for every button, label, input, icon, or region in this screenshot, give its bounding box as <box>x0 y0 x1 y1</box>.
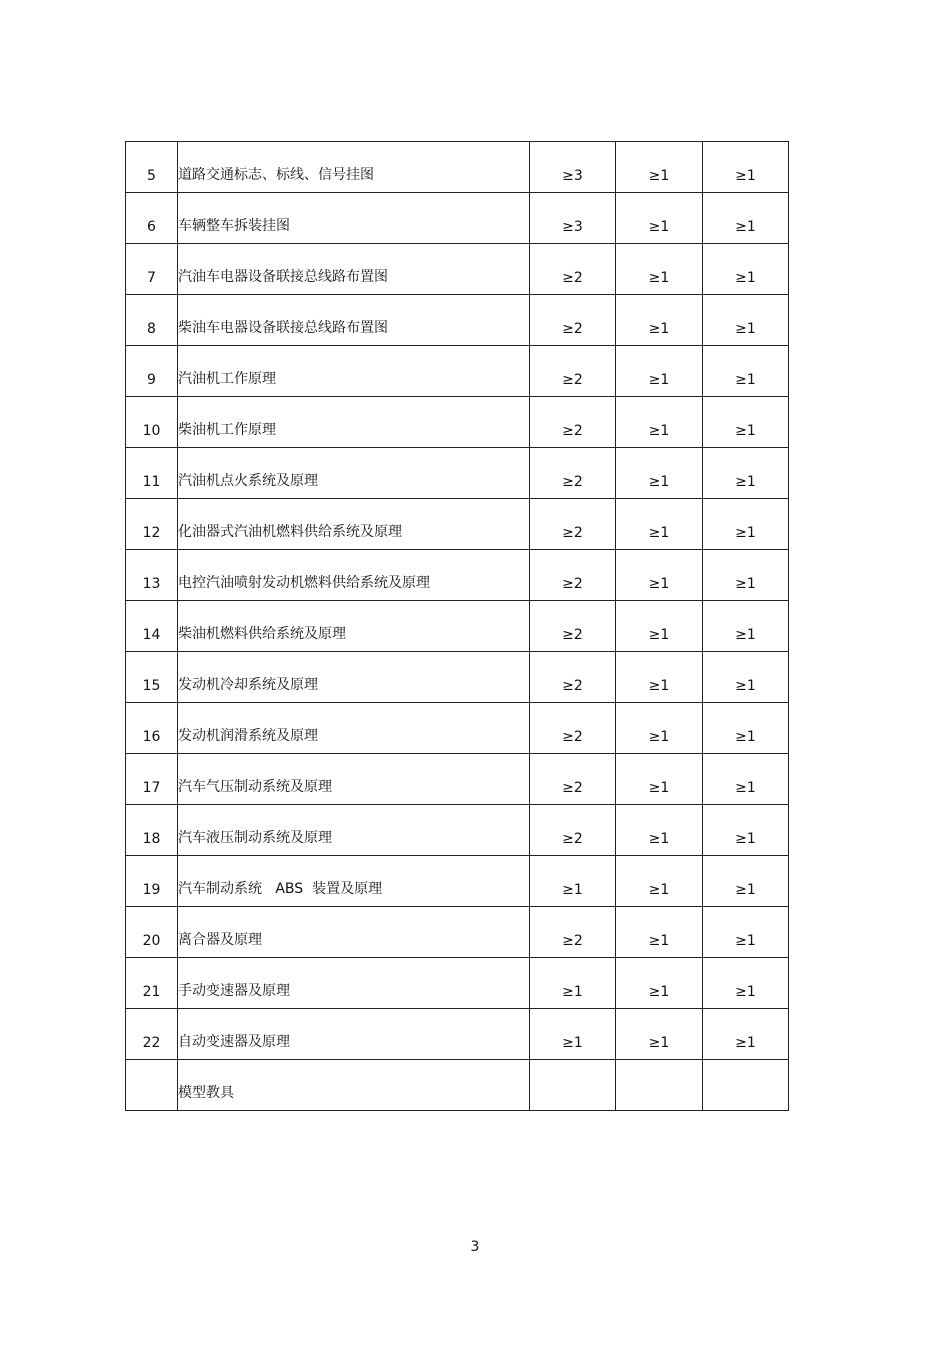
equipment-table <box>125 141 789 1111</box>
quantity-col-3: ≥1 <box>703 244 789 295</box>
item-name: 汽车制动系统 ABS 装置及原理 <box>178 856 530 907</box>
table-row <box>126 244 789 295</box>
table-row <box>126 958 789 1009</box>
item-number: 16 <box>126 703 178 754</box>
quantity-col-3: ≥1 <box>703 448 789 499</box>
category-row <box>126 1060 789 1111</box>
quantity-col-1: ≥2 <box>530 244 616 295</box>
quantity-col-1: ≥2 <box>530 652 616 703</box>
quantity-col-3: ≥1 <box>703 499 789 550</box>
empty-cell <box>703 1060 789 1111</box>
quantity-col-1: ≥1 <box>530 958 616 1009</box>
table-row <box>126 754 789 805</box>
table-row <box>126 1009 789 1060</box>
table-row <box>126 550 789 601</box>
empty-cell <box>616 1060 703 1111</box>
quantity-col-2: ≥1 <box>616 805 703 856</box>
quantity-col-2: ≥1 <box>616 550 703 601</box>
table-row <box>126 652 789 703</box>
quantity-col-3: ≥1 <box>703 652 789 703</box>
quantity-col-2: ≥1 <box>616 193 703 244</box>
quantity-col-1: ≥2 <box>530 703 616 754</box>
item-name: 电控汽油喷射发动机燃料供给系统及原理 <box>178 550 530 601</box>
quantity-col-2: ≥1 <box>616 958 703 1009</box>
category-label: 模型教具 <box>178 1060 530 1111</box>
item-number: 17 <box>126 754 178 805</box>
table-row <box>126 346 789 397</box>
quantity-col-2: ≥1 <box>616 397 703 448</box>
quantity-col-2: ≥1 <box>616 499 703 550</box>
item-number: 14 <box>126 601 178 652</box>
quantity-col-2: ≥1 <box>616 907 703 958</box>
table-row <box>126 193 789 244</box>
item-number: 15 <box>126 652 178 703</box>
quantity-col-3: ≥1 <box>703 346 789 397</box>
quantity-col-2: ≥1 <box>616 856 703 907</box>
table-row <box>126 805 789 856</box>
table-row <box>126 295 789 346</box>
item-number: 9 <box>126 346 178 397</box>
item-name: 手动变速器及原理 <box>178 958 530 1009</box>
item-number: 19 <box>126 856 178 907</box>
quantity-col-3: ≥1 <box>703 601 789 652</box>
quantity-col-3: ≥1 <box>703 142 789 193</box>
item-number: 12 <box>126 499 178 550</box>
item-name: 发动机润滑系统及原理 <box>178 703 530 754</box>
table-row <box>126 856 789 907</box>
empty-cell <box>530 1060 616 1111</box>
item-name: 汽油机工作原理 <box>178 346 530 397</box>
quantity-col-2: ≥1 <box>616 142 703 193</box>
table-row <box>126 907 789 958</box>
table-row <box>126 448 789 499</box>
quantity-col-2: ≥1 <box>616 244 703 295</box>
item-number: 6 <box>126 193 178 244</box>
quantity-col-1: ≥2 <box>530 601 616 652</box>
quantity-col-1: ≥2 <box>530 448 616 499</box>
quantity-col-1: ≥2 <box>530 346 616 397</box>
quantity-col-1: ≥2 <box>530 907 616 958</box>
quantity-col-2: ≥1 <box>616 754 703 805</box>
quantity-col-1: ≥1 <box>530 856 616 907</box>
item-number: 10 <box>126 397 178 448</box>
table-row <box>126 397 789 448</box>
quantity-col-2: ≥1 <box>616 652 703 703</box>
table-row <box>126 499 789 550</box>
item-number: 11 <box>126 448 178 499</box>
quantity-col-1: ≥2 <box>530 499 616 550</box>
quantity-col-2: ≥1 <box>616 1009 703 1060</box>
quantity-col-1: ≥3 <box>530 193 616 244</box>
quantity-col-1: ≥2 <box>530 295 616 346</box>
empty-cell <box>126 1060 178 1111</box>
item-number: 22 <box>126 1009 178 1060</box>
quantity-col-3: ≥1 <box>703 703 789 754</box>
item-number: 5 <box>126 142 178 193</box>
quantity-col-3: ≥1 <box>703 907 789 958</box>
item-number: 8 <box>126 295 178 346</box>
item-name: 自动变速器及原理 <box>178 1009 530 1060</box>
table-row <box>126 703 789 754</box>
quantity-col-3: ≥1 <box>703 397 789 448</box>
item-name: 柴油机工作原理 <box>178 397 530 448</box>
quantity-col-3: ≥1 <box>703 856 789 907</box>
quantity-col-2: ≥1 <box>616 346 703 397</box>
item-name: 汽油车电器设备联接总线路布置图 <box>178 244 530 295</box>
page-number: 3 <box>470 1239 480 1255</box>
quantity-col-3: ≥1 <box>703 754 789 805</box>
quantity-col-1: ≥2 <box>530 754 616 805</box>
quantity-col-3: ≥1 <box>703 805 789 856</box>
quantity-col-2: ≥1 <box>616 601 703 652</box>
quantity-col-3: ≥1 <box>703 550 789 601</box>
quantity-col-1: ≥2 <box>530 397 616 448</box>
item-number: 20 <box>126 907 178 958</box>
item-name: 车辆整车拆装挂图 <box>178 193 530 244</box>
quantity-col-1: ≥1 <box>530 1009 616 1060</box>
item-number: 18 <box>126 805 178 856</box>
item-name: 道路交通标志、标线、信号挂图 <box>178 142 530 193</box>
item-name: 离合器及原理 <box>178 907 530 958</box>
item-number: 7 <box>126 244 178 295</box>
quantity-col-3: ≥1 <box>703 295 789 346</box>
quantity-col-3: ≥1 <box>703 193 789 244</box>
table-body <box>126 142 789 1111</box>
quantity-col-2: ≥1 <box>616 295 703 346</box>
item-name: 化油器式汽油机燃料供给系统及原理 <box>178 499 530 550</box>
quantity-col-1: ≥2 <box>530 805 616 856</box>
item-name: 汽油机点火系统及原理 <box>178 448 530 499</box>
quantity-col-3: ≥1 <box>703 958 789 1009</box>
item-name: 柴油机燃料供给系统及原理 <box>178 601 530 652</box>
table-row <box>126 601 789 652</box>
item-name: 柴油车电器设备联接总线路布置图 <box>178 295 530 346</box>
item-name: 汽车液压制动系统及原理 <box>178 805 530 856</box>
quantity-col-2: ≥1 <box>616 703 703 754</box>
quantity-col-3: ≥1 <box>703 1009 789 1060</box>
table-row <box>126 142 789 193</box>
quantity-col-1: ≥2 <box>530 550 616 601</box>
quantity-col-2: ≥1 <box>616 448 703 499</box>
item-name: 发动机冷却系统及原理 <box>178 652 530 703</box>
quantity-col-1: ≥3 <box>530 142 616 193</box>
item-name: 汽车气压制动系统及原理 <box>178 754 530 805</box>
item-number: 21 <box>126 958 178 1009</box>
item-number: 13 <box>126 550 178 601</box>
